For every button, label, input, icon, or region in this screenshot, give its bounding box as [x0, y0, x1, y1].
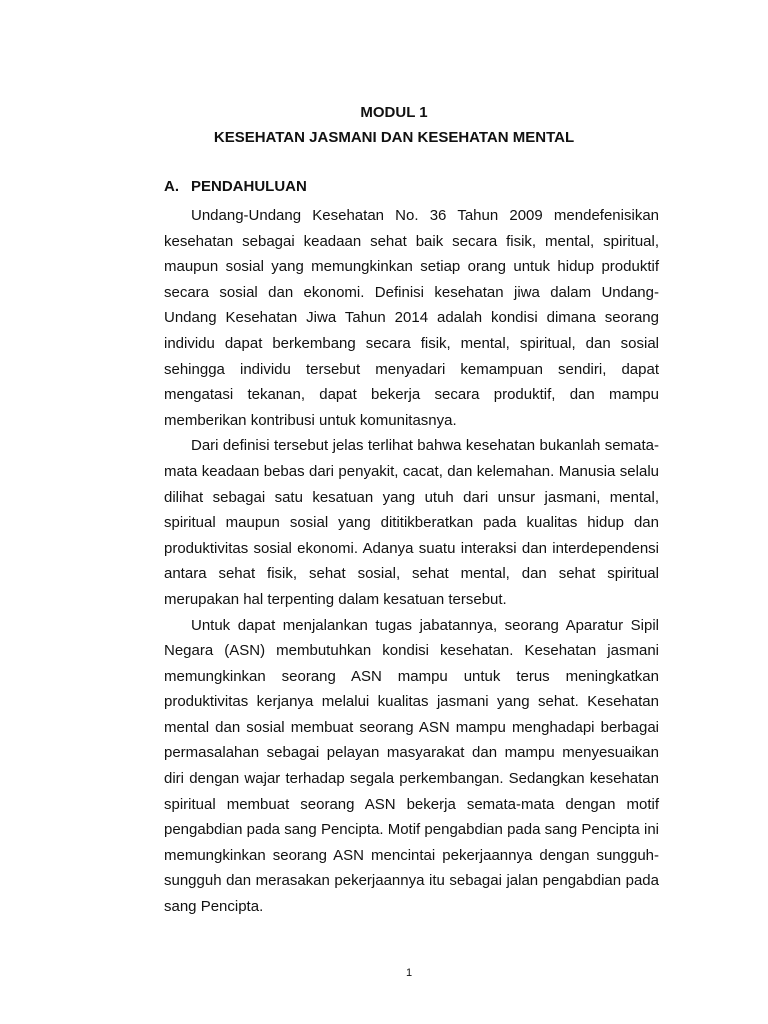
paragraph-1: Undang-Undang Kesehatan No. 36 Tahun 2009 mendefenisikan kesehatan sebagai keadaan sehat baik secara fisik, mental, spiritual, maupun sosial yang memungkinkan setiap orang untuk hidup produktif secara sosial dan ekonomi. Definisi kesehatan jiwa dalam Undang-Undang Kesehatan Jiwa Tahun 2014 adalah kondisi dimana seorang individu dapat berkembang secara fisik, mental, spiritual, dan sosial sehingga individu tersebut menyadari kemampuan sendiri, dapat mengatasi tekanan, dapat bekerja secara produktif, dan mampu memberikan kontribusi untuk komunitasnya. — [164, 207, 659, 429]
section-letter: A. — [164, 178, 179, 195]
paragraph-2: Dari definisi tersebut jelas terlihat bahwa kesehatan bukanlah semata-mata keadaan bebas dari penyakit, cacat, dan kelemahan. Manusia selalu dilihat sebagai satu kesatuan yang utuh dari unsur jasmani, mental, spiritual maupun sosial yang dititikberatkan pada kualitas hidup dan produktivitas sosial ekonomi. Adanya suatu interaksi dan interdependensi antara sehat fisik, sehat sosial, sehat mental, dan sehat spiritual merupakan hal terpenting dalam kesatuan tersebut. — [164, 437, 659, 608]
section-heading-text: PENDAHULUAN — [191, 178, 307, 195]
module-subtitle: KESEHATAN JASMANI DAN KESEHATAN MENTAL — [213, 129, 575, 146]
section-heading — [164, 178, 307, 196]
module-title: MODUL 1 — [360, 104, 428, 121]
page-number: 1 — [405, 967, 413, 979]
paragraph-3: Untuk dapat menjalankan tugas jabatannya, seorang Aparatur Sipil Negara (ASN) membutuhkan kondisi kesehatan. Kesehatan jasmani memungkinkan seorang ASN mampu untuk terus meningkatkan produktivitas kerjanya melalui kualitas jasmani yang sehat. Kesehatan mental dan sosial membuat seorang ASN mampu menghadapi berbagai permasalahan sebagai pelayan masyarakat dan mampu menyesuaikan diri dengan wajar terhadap segala perkembangan. Sedangkan kesehatan spiritual membuat seorang ASN bekerja semata-mata dengan motif pengabdian pada sang Pencipta. Motif pengabdian pada sang Pencipta ini memungkinkan seorang ASN mencintai pekerjaannya dengan sungguh-sungguh dan merasakan pekerjaannya itu sebagai jalan pengabdian pada sang Pencipta. — [164, 616, 659, 916]
body-text — [164, 203, 659, 920]
